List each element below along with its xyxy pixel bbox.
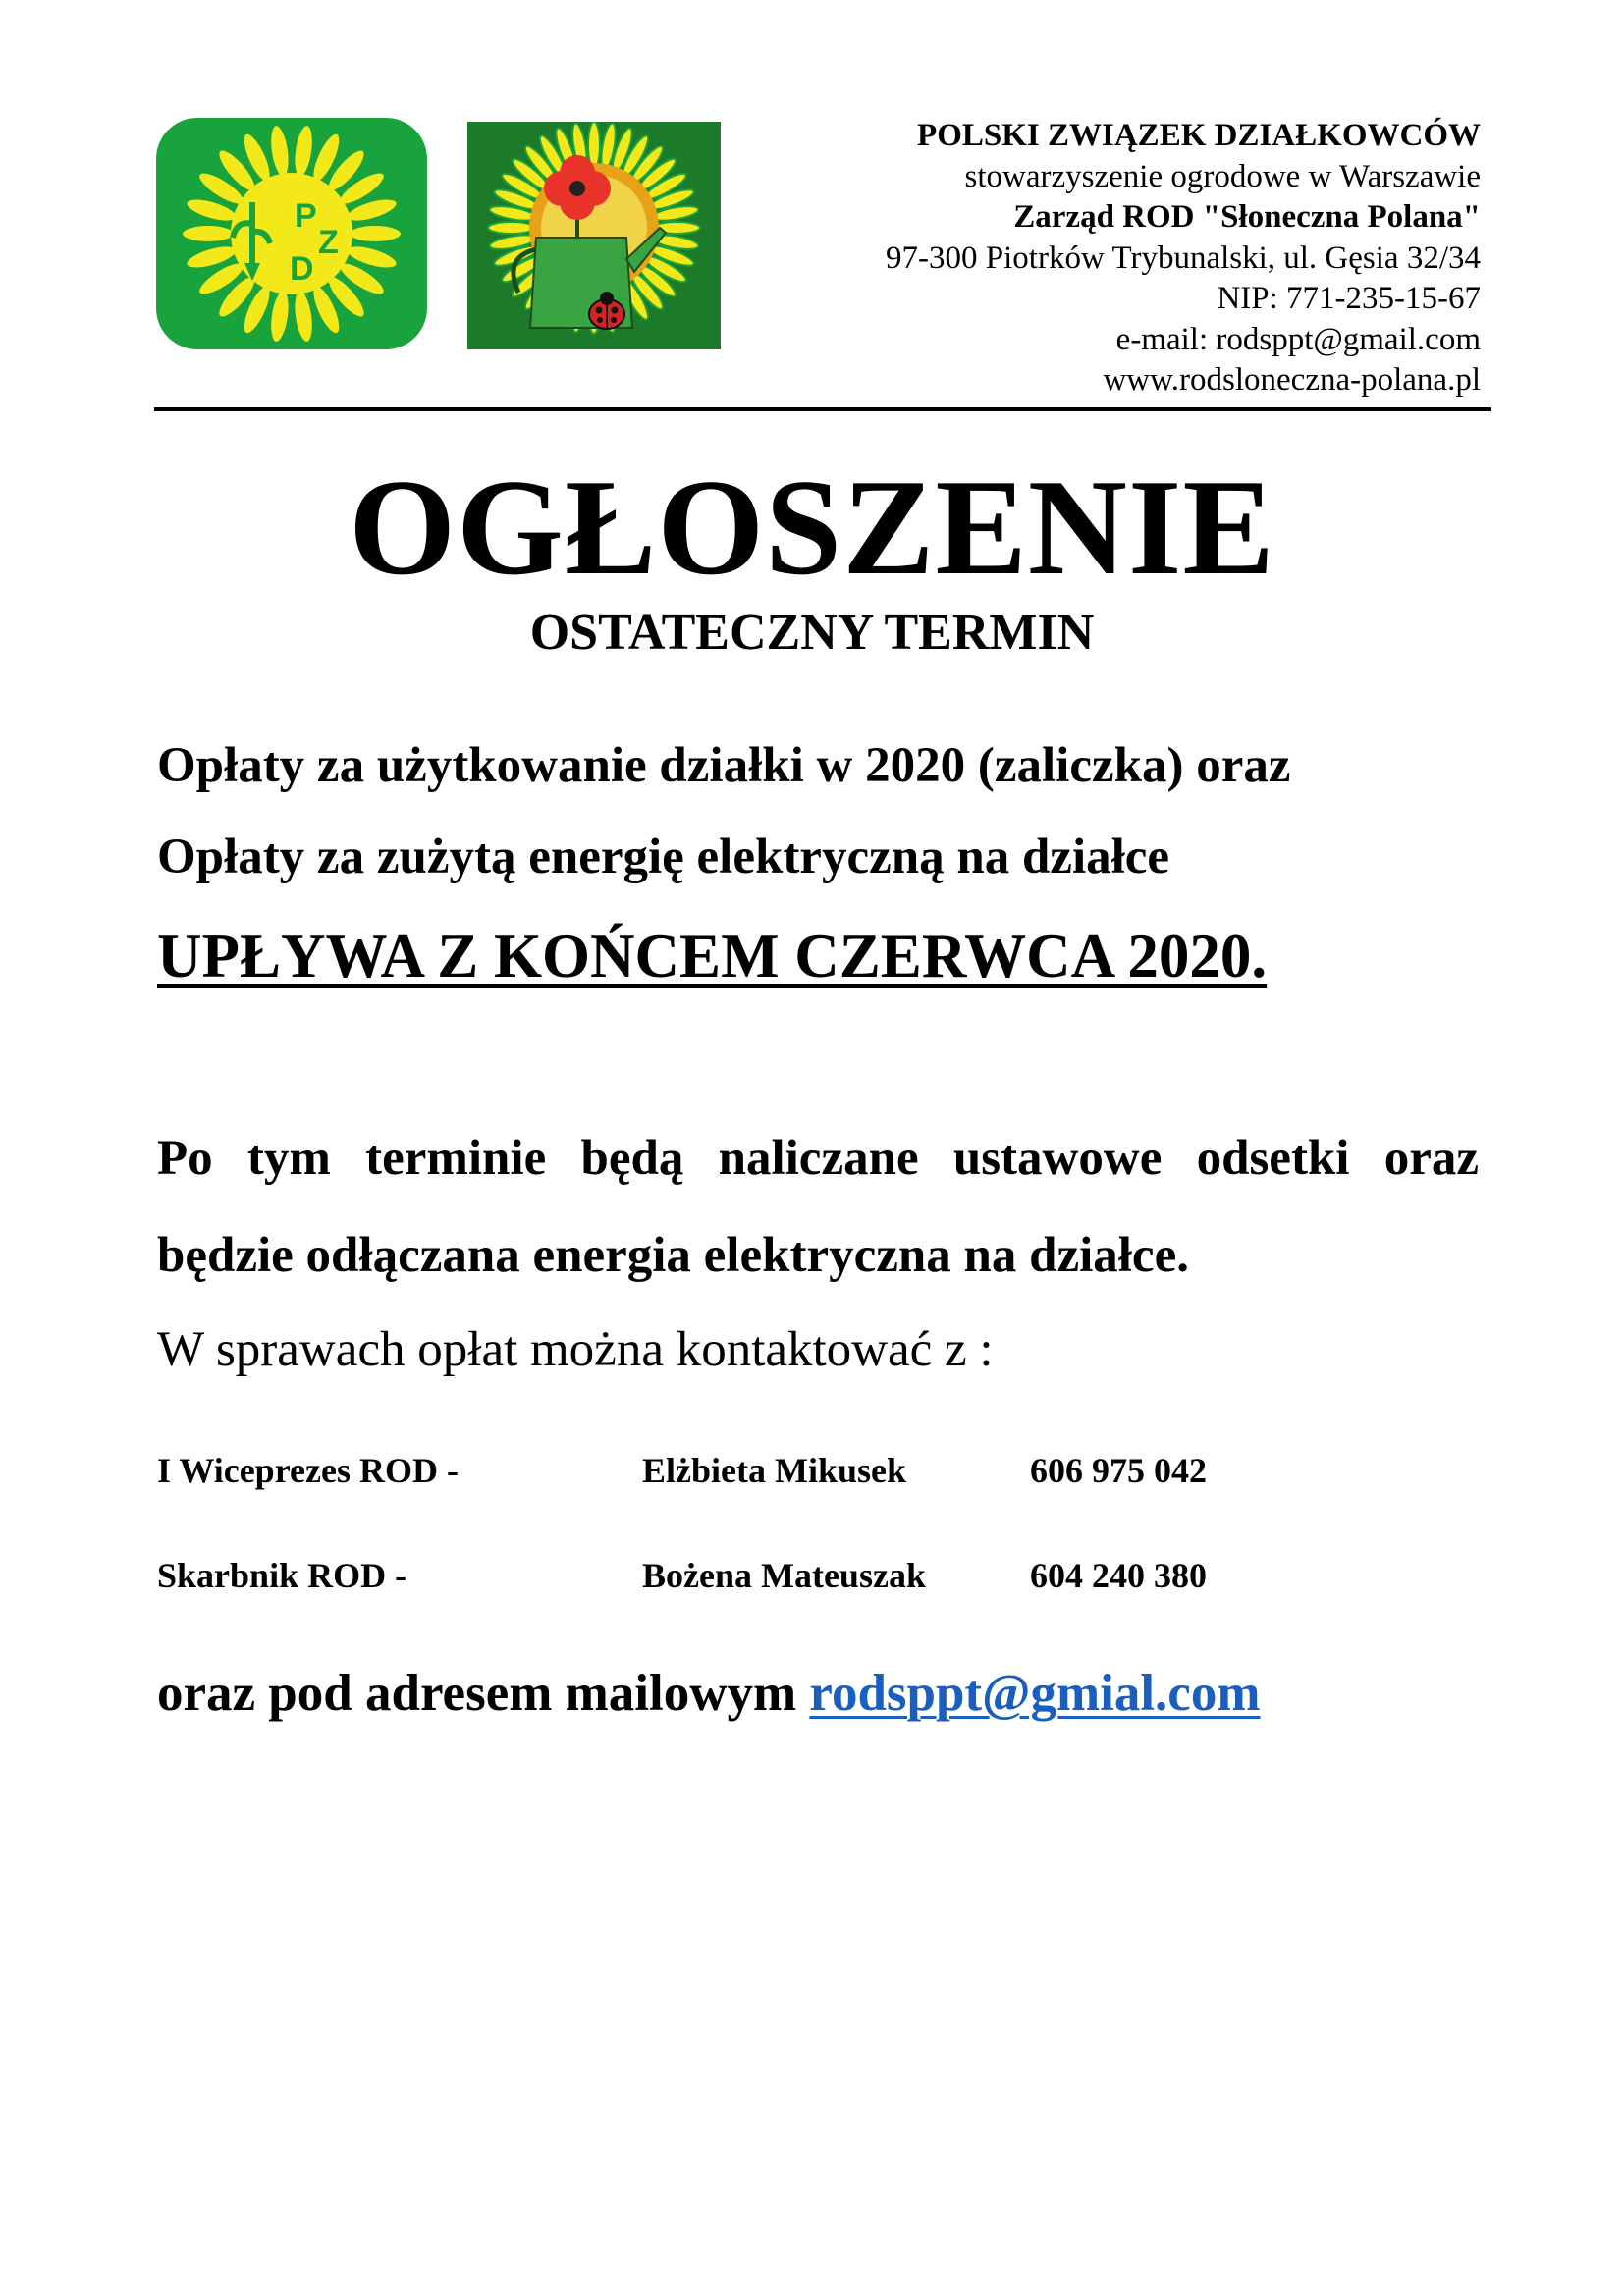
pzd-logo [154,116,429,351]
org-nip: NIP: 771-235-15-67 [1217,281,1481,316]
pzd-letter-p: P [295,197,317,235]
contact-name: Bożena Mateuszak [642,1556,926,1595]
email-link[interactable]: rodsppt@gmial.com [809,1665,1261,1722]
petal [488,222,535,234]
org-email: e-mail: rodsppt@gmail.com [1115,321,1481,357]
contact-row [157,1450,1237,1499]
pzd-letter-d: D [290,250,314,288]
email-prefix: oraz pod adresem mailowym [157,1665,810,1722]
org-type: stowarzyszenie ogrodowe w Warszawie [964,158,1481,194]
petal [349,225,402,242]
rod-logo [467,122,721,349]
organization-header [886,116,1481,401]
contact-role: I Wiceprezes ROD - [157,1451,459,1490]
contact-phone: 606 975 042 [1030,1451,1207,1490]
org-name: POLSKI ZWIĄZEK DZIAŁKOWCÓW [917,118,1481,153]
deadline-notice: UPŁYWA Z KOŃCEM CZERWCA 2020. [157,922,1268,990]
pzd-letter-z: Z [318,224,339,261]
contact-name: Elżbieta Mikusek [642,1451,907,1490]
consequences-line-1: Po tym terminie będą naliczane ustawowe odsetki oraz [157,1131,1479,1186]
header-divider [154,407,1491,411]
contact-phone: 604 240 380 [1030,1556,1207,1595]
contact-role: Skarbnik ROD - [157,1556,407,1595]
org-address: 97-300 Piotrków Trybunalski, ul. Gęsia 32/34 [886,240,1481,276]
consequences-line-2: będzie odłączana energia elektryczna na działce. [157,1228,1189,1283]
fees-line-2: Opłaty za zużytą energię elektryczną na działce [157,829,1170,884]
org-website: www.rodsloneczna-polana.pl [1103,362,1481,398]
page-title: OGŁOSZENIE [349,452,1275,604]
page-subtitle: OSTATECZNY TERMIN [529,605,1095,661]
board-name: Zarząd ROD "Słoneczna Polana" [1013,199,1481,235]
petal [182,225,235,242]
fees-line-1: Opłaty za użytkowanie działki w 2020 (zaliczka) oraz [157,738,1291,793]
contact-row [157,1555,1237,1604]
contact-intro: W sprawach opłat można kontaktować z : [157,1322,994,1377]
email-section [157,1664,1260,1723]
